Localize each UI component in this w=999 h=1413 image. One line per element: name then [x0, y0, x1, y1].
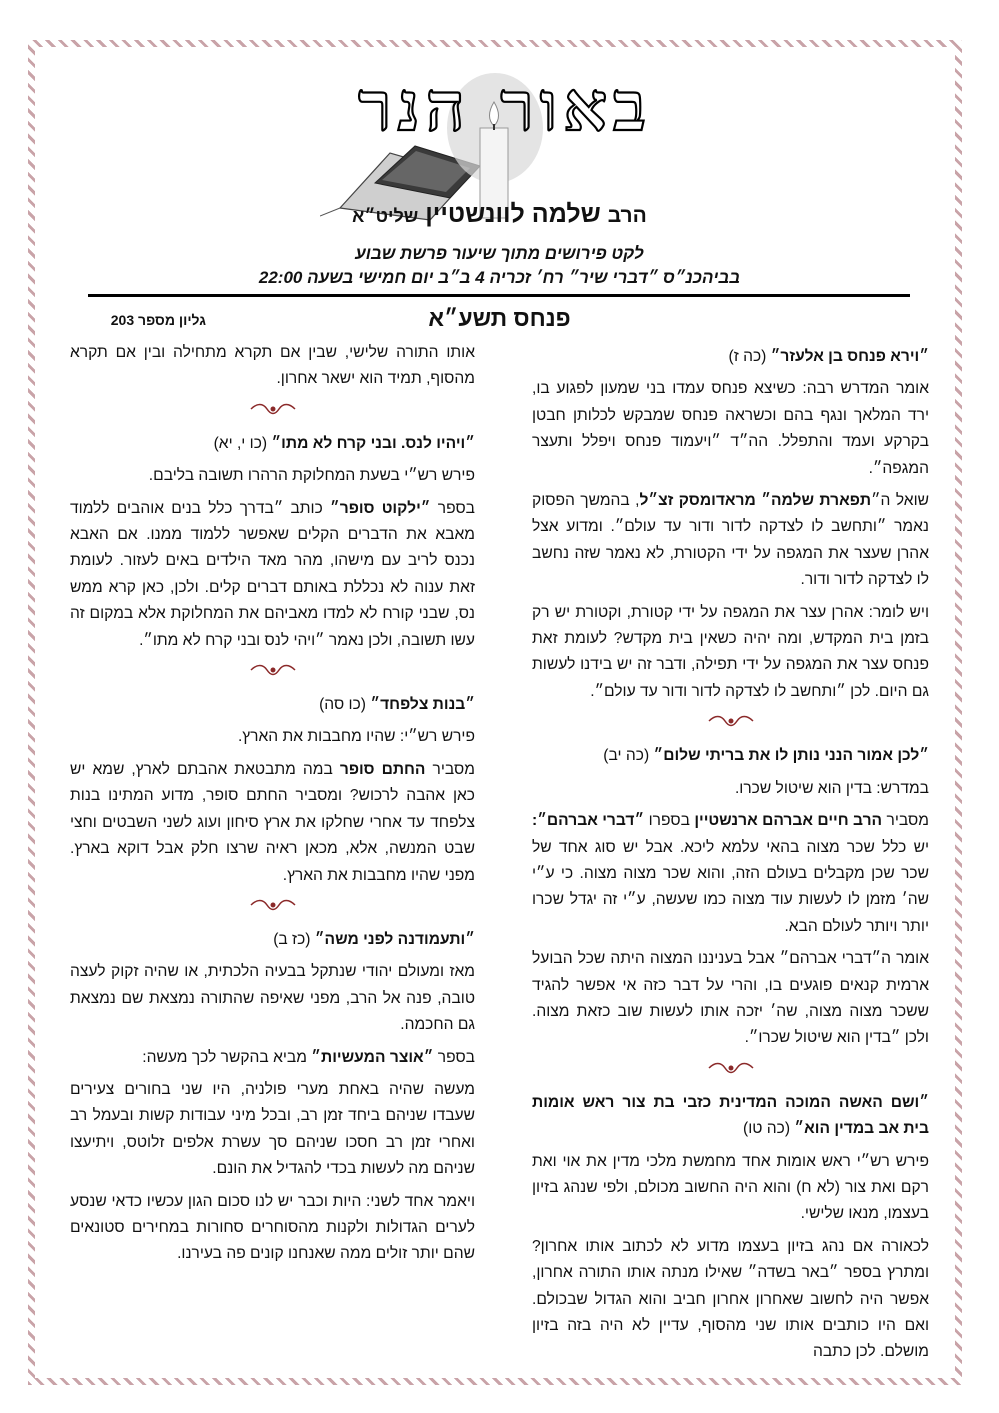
section-heading: ״לכן אמור הנני נותן לו את בריתי שלום״ (כה יב) [603, 747, 929, 765]
subtitle: לקט פירושים מתוך שיעור פרשת שבוע [355, 244, 644, 263]
ornament-divider [532, 1058, 929, 1080]
logo-text: באור הנר [358, 67, 652, 147]
parsha-title: פנחס תשע״א [428, 305, 571, 331]
paragraph: פירש רש״י ראש אומות אחד מחמשת מלכי מדין את אוי ואת רקם ואת צור (לא ח) והוא היה החשוב מכולם, ולפי שנהג בזיון בעצמו, מנאו שלישי. [532, 1152, 929, 1223]
paragraph: ויש לומר: אהרן עצר את המגפה על ידי קטורת, וקטורת יש רק בזמן בית המקדש, ומה יהיה כשאין בית מקדש? לעומת זאת פנחס עצר את המגפה על ידי תפילה, ודבר זה יש בידנו לעשות גם היום. לכן ״ותחשב לו לצדקה לדור ודור עד עולם״. [532, 603, 929, 700]
rabbi-title: שליט״א [352, 206, 419, 226]
paragraph: מאז ומעולם יהודי שנתקל בבעיה הלכתית, או שהיה זקוק לעצה טובה, פנה אל הרב, מפני שאיפה שהתורה נמצאת שם נמצאת גם החכמה. [70, 963, 475, 1034]
location-line: בביהכנ״ס ״דברי שיר״ רח׳ זכריה 4 ב״ב יום חמישי בשעה 22:00 [258, 268, 741, 287]
paragraph: שואל ה״תפארת שלמה״ מראדומסק זצ״ל, בהמשך הפסוק נאמר ״ותחשב לו לצדקה לדור ודור עד עולם״. ומדוע אצל אהרן שעצר את המגפה על ידי הקטורת, לא נאמר שזה נחשב לו לצדקה לדור ודור. [532, 492, 930, 589]
paragraph: בספר ״ילקוט סופר״ כותב ״בדרך כלל בנים אוהבים ללמוד מאבא את הדברים הקלים שאפשר ללמוד ממנו. אם האבא נכנס לריב עם מישהו, מהר מאד הילדים באים לעזור. לעומת זאת ענוה לא נכללת באותם דברים קלים. ולכן, כאן קרא ממש נס, שבני קורח לא למדו מאביהם את המחלוקת אלא במקום זה עשו תשובה, ולכן נאמר ״ויהי לנס ובני קרח לא מתו״. [70, 499, 476, 649]
section-heading: ״וירא פנחס בן אלעזר״ (כה ז) [728, 348, 929, 365]
section-heading: ״ותעמודנה לפני משה״ (כז ב) [273, 930, 475, 948]
paragraph: במדרש: בדין הוא שיטול שכרו. [734, 779, 929, 797]
rabbi-heading [0, 200, 999, 229]
ornament-divider [532, 711, 929, 733]
ornament-divider [70, 660, 475, 682]
ornament-divider [70, 399, 475, 421]
rabbi-prefix: הרב [607, 204, 647, 227]
section-heading: ״ויהיו לנס. ובני קרח לא מתו״ (כו י, יא) [213, 434, 475, 452]
logo [320, 58, 690, 223]
paragraph: פירש רש״י בשעת המחלוקת הרהרו תשובה בליבם. [148, 467, 475, 485]
paragraph: לכאורה אם נהג בזיון בעצמו מדוע לא לכתוב אותו אחרון? ומתרץ בספר ״באר בשדה״ שאילו מנתה אותו התורה אחרון, אפשר היה לחשוב שאחרון אחרון חביב והוא הגדול שבכולם. ואם היו כותבים אותו שני מהסוף, עדיין לא היה בזה בזיון מושלם. לכן כתבה [532, 1237, 929, 1361]
section-heading: ״ושם האשה המוכה המדינית כזבי בת צור ראש אומות בית אב במדין הוא״ (כה טו) [532, 1093, 929, 1138]
paragraph: ויאמר אחד לשני: היות וכבר יש לנו סכום הגון עכשיו כדאי שנסע לערים הגדולות ולקנות מהסוחרים סחורות במחירים סטונאים שהם יותר זולים ממה שאנחנו קונים פה בעירנו. [70, 1192, 475, 1263]
paragraph: אותו התורה שלישי, שבין אם תקרא מתחילה ובין אם תקרא מהסוף, תמיד הוא ישאר אחרון. [70, 344, 475, 388]
paragraph: אומר המדרש רבה: כשיצא פנחס עמדו בני שמעון לפגוע בו, ירד המלאך ונגף בהם וכשראה פנחס שמבקש לכלותן חבטן בקרקע ועמד והתפלל. הה״ד ״ויעמוד פנחס ויפלל ותעצר המגפה״. [532, 380, 929, 477]
issue-number: גליון מספר 203 [110, 312, 206, 328]
paragraph: מסביר החתם סופר במה מתבטאת אהבתם לארץ, שמא יש כאן אהבה לרכוש? ומסביר החתם סופר, מדוע המתינו בנות צלפחד עד אחרי שחלקו את ארץ סיחון ועוג לשני השבטים וחצי שבט המנשה, אלא, מכאן ראיה שרצו חלק אבל דוקא בארץ. מפני שהיו מחבבות את הארץ. [70, 760, 475, 884]
paragraph: אומר ה״דברי אברהם״ אבל בעניננו המצוה היתה שכל הבועל ארמית קנאים פוגעים בו, והרי על דבר כזה אי אפשר להגיד ששכר מצוה מצוה, שה׳ יזכה אותו לעשות שוב כזאת מצוה. ולכן ״בדין הוא שיטול שכרו״. [532, 950, 929, 1047]
left-column [70, 340, 475, 1274]
paragraph: מעשה שהיה באחת מערי פולניה, היו שני בחורים צעירים שעבדו שניהם ביחד זמן רב, ובכל מיני עבודות קשות ובעמל רב ואחרי זמן רב חסכו שניהם סך עשרת אלפים זלוטס, ויתיעצו שניהם מה לעשות בכדי להגדיל את הונם. [70, 1080, 475, 1178]
right-column [532, 340, 929, 1372]
paragraph: בספר ״אוצר המעשיות״ מביא בהקשר לכך מעשה: [142, 1048, 475, 1066]
paragraph: מסביר הרב חיים אברהם ארנשטיין בספרו ״דברי אברהם״: יש כלל שכר מצוה בהאי עלמא ליכא. אבל יש סוג אחד של שכר שכן מקבלים בעולם הזה, והוא שכר מצוה מצוה. כי ע״י שה׳ מזמן לו לעשות עוד מצוה כמו שעשה, ע״י זה יגדל שכרו יותר ויותר לעולם הבא. [532, 812, 929, 935]
rabbi-name: שלמה לוונשטיין [425, 200, 601, 228]
header-divider [88, 294, 910, 297]
ornament-divider [70, 895, 475, 917]
paragraph: פירש רש״י: שהיו מחבבות את הארץ. [237, 728, 475, 746]
section-heading: ״בנות צלפחד״ (כו סה) [319, 696, 475, 714]
